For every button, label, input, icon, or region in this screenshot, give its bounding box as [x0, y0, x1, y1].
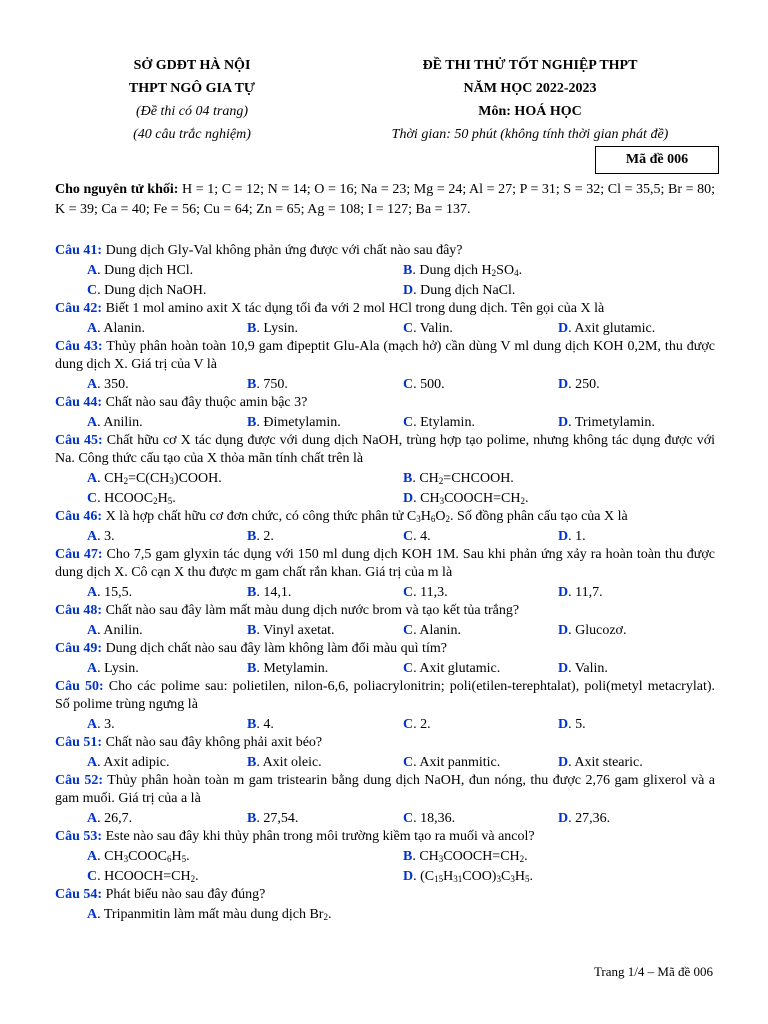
option-letter: D	[558, 529, 569, 544]
option-text: . 14,1.	[256, 585, 292, 600]
options-row	[55, 526, 715, 546]
option-text: . 11,7.	[568, 585, 603, 600]
option-b	[247, 319, 298, 338]
department-name: SỞ GDĐT HÀ NỘI	[133, 58, 251, 73]
option-a	[87, 715, 115, 734]
question-text: Biết 1 mol amino axit X tác dụng tối đa với 2 mol HCl trong dung dịch. Tên gọi của X là	[102, 301, 605, 316]
option-letter: B	[247, 717, 257, 732]
atomic-masses-values: H = 1; C = 12; N = 14; O = 16; Na = 23; Mg = 24; Al = 27; P = 31; S = 32; Cl = 35,5; Br = 80; K = 39; Ca = 40; Fe = 56; Cu = 64; Zn = 65; Ag = 108; I = 127; Ba = 137.	[55, 182, 716, 217]
question	[55, 300, 715, 338]
options-row	[55, 658, 715, 678]
options-row	[55, 846, 715, 866]
options-row	[55, 904, 715, 924]
option-text: . 250.	[568, 377, 600, 392]
option-c	[403, 527, 431, 546]
option-letter: A	[87, 471, 98, 486]
option-text: . 3.	[97, 529, 115, 544]
question-stem	[55, 678, 715, 714]
option-c	[87, 281, 206, 300]
option-letter: A	[87, 377, 98, 392]
option-letter: A	[87, 415, 98, 430]
option-text: . Vinyl axetat.	[256, 623, 335, 638]
question-stem	[55, 640, 715, 658]
option-a	[87, 319, 145, 338]
question-stem	[55, 338, 715, 374]
option-text: . Axit adipic.	[97, 755, 170, 770]
option-letter: B	[247, 415, 257, 430]
option-text: . Axit glutamic.	[568, 321, 656, 336]
option-letter: C	[403, 377, 414, 392]
question-stem	[55, 828, 715, 846]
question-text: Cho 7,5 gam glyxin tác dụng với 150 ml dung dịch KOH 1M. Sau khi phản ứng xảy ra hoàn toàn thu được dung dịch X. Cô cạn X thu được m gam chất rắn khan. Giá trị của m là	[55, 547, 716, 580]
option-letter: A	[87, 623, 98, 638]
option-c	[87, 489, 176, 508]
option-a	[87, 659, 139, 678]
options-row	[55, 260, 715, 280]
option-b	[247, 809, 298, 828]
options-row	[55, 752, 715, 772]
option-text: . 27,36.	[568, 811, 611, 826]
atomic-masses-label: Cho nguyên tử khối:	[55, 182, 179, 197]
exam-title: ĐỀ THI THỬ TỐT NGHIỆP THPT	[422, 58, 638, 73]
option-text: . Dung dịch NaCl.	[413, 283, 516, 298]
option-text: . Lysin.	[97, 661, 139, 676]
option-c	[403, 753, 500, 772]
option-letter: B	[247, 811, 257, 826]
option-text: . 3.	[97, 717, 115, 732]
atomic-masses	[55, 180, 715, 220]
question	[55, 338, 715, 394]
question	[55, 394, 715, 432]
option-b	[247, 583, 291, 602]
option-text: . $HCOOC_2H_5$.	[97, 491, 176, 506]
option-letter: A	[87, 907, 98, 922]
question	[55, 772, 715, 828]
option-letter: D	[558, 623, 569, 638]
option-letter: A	[87, 529, 98, 544]
option-letter: D	[403, 491, 414, 506]
question	[55, 432, 715, 508]
option-b	[403, 469, 514, 488]
option-letter: A	[87, 811, 98, 826]
option-text: . Trimetylamin.	[568, 415, 655, 430]
question-list	[55, 242, 715, 924]
option-b	[247, 715, 274, 734]
option-letter: D	[403, 869, 414, 884]
option-letter: C	[403, 717, 414, 732]
question	[55, 640, 715, 678]
option-letter: D	[558, 755, 569, 770]
option-letter: A	[87, 585, 98, 600]
question	[55, 886, 715, 924]
question-number: Câu 51:	[55, 735, 103, 750]
option-letter: D	[558, 717, 569, 732]
option-letter: B	[403, 471, 413, 486]
question-number: Câu 46:	[55, 509, 103, 524]
question-stem	[55, 772, 715, 808]
option-letter: C	[403, 321, 414, 336]
option-letter: A	[87, 717, 98, 732]
question-stem	[55, 394, 715, 412]
option-d	[558, 621, 626, 640]
option-letter: B	[247, 661, 257, 676]
question-stem	[55, 432, 715, 468]
option-text: . 4.	[256, 717, 274, 732]
exam-header	[0, 54, 768, 144]
option-c	[403, 375, 445, 394]
options-row	[55, 488, 715, 508]
question-number: Câu 53:	[55, 829, 103, 844]
school-name: THPT NGÔ GIA TỰ	[128, 81, 256, 96]
question-stem	[55, 242, 715, 260]
option-c	[403, 715, 431, 734]
option-text: . 1.	[568, 529, 586, 544]
option-b	[247, 753, 322, 772]
option-text: . Lysin.	[256, 321, 298, 336]
option-d	[558, 583, 603, 602]
option-d	[403, 489, 528, 508]
option-letter: B	[247, 623, 257, 638]
question-stem	[55, 508, 715, 526]
option-b	[247, 413, 341, 432]
option-c	[403, 583, 448, 602]
option-letter: B	[403, 263, 413, 278]
question-stem	[55, 546, 715, 582]
option-text: . Alanin.	[97, 321, 145, 336]
question-number: Câu 45:	[55, 433, 103, 448]
question-text: Este nào sau đây khi thủy phân trong môi trường kiềm tạo ra muối và ancol?	[102, 829, 535, 844]
page-footer: Trang 1/4 – Mã đề 006	[593, 964, 713, 979]
option-text: . Anilin.	[97, 415, 143, 430]
option-b	[247, 621, 335, 640]
option-letter: B	[247, 755, 257, 770]
option-letter: C	[403, 415, 414, 430]
option-a	[87, 847, 190, 866]
option-a	[87, 753, 169, 772]
option-text: . Valin.	[413, 321, 453, 336]
options-row	[55, 374, 715, 394]
option-letter: C	[87, 869, 98, 884]
question	[55, 546, 715, 602]
option-a	[87, 413, 143, 432]
subject: Môn: HOÁ HỌC	[478, 104, 582, 119]
option-letter: A	[87, 755, 98, 770]
option-text: . 5.	[568, 717, 586, 732]
question-number: Câu 47:	[55, 547, 103, 562]
option-text: . $CH_3COOCH=CH_2$.	[412, 849, 528, 864]
option-letter: C	[403, 755, 414, 770]
question	[55, 678, 715, 734]
option-d	[558, 809, 610, 828]
question-number: Câu 44:	[55, 395, 103, 410]
question	[55, 828, 715, 886]
option-text: . 11,3.	[413, 585, 448, 600]
option-a	[87, 583, 132, 602]
option-c	[403, 809, 455, 828]
option-letter: C	[87, 491, 98, 506]
option-text: . 26,7.	[97, 811, 133, 826]
question-text: X là hợp chất hữu cơ đơn chức, có công thức phân tử $C_3H_6O_2$. Số đồng phân cấu tạo của X là	[102, 509, 628, 524]
option-text: . 750.	[256, 377, 288, 392]
option-a	[87, 905, 331, 924]
option-letter: C	[403, 623, 414, 638]
option-c	[87, 867, 199, 886]
school-year: NĂM HỌC 2022-2023	[463, 81, 597, 96]
option-b	[247, 527, 274, 546]
option-d	[558, 659, 608, 678]
option-text: . Dung dịch HCl.	[97, 263, 194, 278]
question-stem	[55, 886, 715, 904]
option-letter: B	[247, 321, 257, 336]
option-letter: A	[87, 661, 98, 676]
option-a	[87, 469, 222, 488]
question-text: Thủy phân hoàn toàn m gam tristearin bằng dung dịch NaOH, đun nóng, thu được 2,76 gam glixerol và a gam muối. Giá trị của a là	[55, 773, 715, 806]
option-a	[87, 809, 132, 828]
option-a	[87, 621, 143, 640]
option-letter: D	[403, 283, 414, 298]
question-number: Câu 43:	[55, 339, 103, 354]
option-d	[558, 375, 600, 394]
question-number: Câu 48:	[55, 603, 103, 618]
question-stem	[55, 300, 715, 318]
option-text: . Metylamin.	[256, 661, 329, 676]
option-letter: C	[403, 811, 414, 826]
option-text: . Dung dịch NaOH.	[97, 283, 207, 298]
option-letter: A	[87, 263, 98, 278]
option-c	[403, 413, 475, 432]
option-letter: D	[558, 415, 569, 430]
option-text: . Valin.	[568, 661, 608, 676]
option-text: . 350.	[97, 377, 129, 392]
option-letter: D	[558, 811, 569, 826]
option-c	[403, 621, 461, 640]
option-text: . 2.	[256, 529, 274, 544]
option-text: . $CH_2=C(CH_3)COOH$.	[97, 471, 222, 486]
option-d	[403, 281, 515, 300]
option-letter: A	[87, 849, 98, 864]
option-text: . Axit glutamic.	[413, 661, 501, 676]
question-text: Dung dịch Gly-Val không phản ứng được với chất nào sau đây?	[102, 243, 463, 258]
option-b	[247, 659, 328, 678]
options-row	[55, 468, 715, 488]
option-text: . 500.	[413, 377, 445, 392]
option-text: . $CH_3COOC_6H_5$.	[97, 849, 190, 864]
options-row	[55, 582, 715, 602]
option-text: . 2.	[413, 717, 431, 732]
question-text: Chất nào sau đây làm mất màu dung dịch nước brom và tạo kết tủa trắng?	[102, 603, 520, 618]
option-letter: C	[403, 661, 414, 676]
option-letter: B	[247, 377, 257, 392]
option-b	[403, 261, 522, 280]
option-letter: D	[558, 585, 569, 600]
time-limit: Thời gian: 50 phút (không tính thời gian phát đề)	[391, 127, 669, 142]
option-b	[403, 847, 528, 866]
option-d	[558, 715, 586, 734]
question-number: Câu 54:	[55, 887, 103, 902]
option-text: . $HCOOCH=CH_2$.	[97, 869, 199, 884]
option-text: . Alanin.	[413, 623, 461, 638]
option-text: . 18,36.	[413, 811, 456, 826]
option-letter: B	[247, 529, 257, 544]
question-text: Chất nào sau đây không phải axit béo?	[102, 735, 323, 750]
question	[55, 242, 715, 300]
options-row	[55, 620, 715, 640]
question-text: Phát biểu nào sau đây đúng?	[102, 887, 266, 902]
question-number: Câu 50:	[55, 679, 104, 694]
option-letter: C	[403, 529, 414, 544]
question-number: Câu 41:	[55, 243, 103, 258]
option-text: . $CH_3COOCH=CH_2$.	[413, 491, 529, 506]
option-text: . 4.	[413, 529, 431, 544]
option-d	[558, 753, 643, 772]
option-a	[87, 375, 129, 394]
option-a	[87, 527, 115, 546]
question	[55, 734, 715, 772]
option-d	[558, 527, 586, 546]
exam-code-box: Mã đề 006	[595, 146, 719, 174]
option-d	[403, 867, 533, 886]
question-text: Chất hữu cơ X tác dụng được với dung dịch NaOH, trùng hợp tạo polime, nhưng không tác dụng được với Na. Công thức cấu tạo của X thỏa mãn tính chất trên là	[55, 433, 715, 466]
question	[55, 602, 715, 640]
option-text: . 15,5.	[97, 585, 133, 600]
option-letter: A	[87, 321, 98, 336]
option-d	[558, 413, 655, 432]
option-a	[87, 261, 193, 280]
option-letter: B	[247, 585, 257, 600]
option-d	[558, 319, 655, 338]
question-number: Câu 42:	[55, 301, 103, 316]
page-count-note: (Đề thi có 04 trang)	[136, 104, 248, 119]
option-letter: D	[558, 661, 569, 676]
option-text: . Axit panmitic.	[413, 755, 501, 770]
option-letter: C	[87, 283, 98, 298]
question-count-note: (40 câu trắc nghiệm)	[133, 127, 251, 142]
option-text: . Tripanmitin làm mất màu dung dịch $Br_2$.	[97, 907, 332, 922]
option-text: . Axit stearic.	[568, 755, 643, 770]
options-row	[55, 280, 715, 300]
question-text: Thủy phân hoàn toàn 10,9 gam đipeptit Glu-Ala (mạch hở) cần dùng V ml dung dịch KOH 0,2M, thu được dung dịch X. Giá trị của V là	[55, 339, 716, 372]
question-number: Câu 52:	[55, 773, 104, 788]
question-text: Dung dịch chất nào sau đây làm không làm đổi màu quì tím?	[102, 641, 447, 656]
question-text: Chất nào sau đây thuộc amin bậc 3?	[102, 395, 308, 410]
option-b	[247, 375, 288, 394]
question-number: Câu 49:	[55, 641, 103, 656]
option-text: . Đimetylamin.	[256, 415, 341, 430]
options-row	[55, 714, 715, 734]
options-row	[55, 412, 715, 432]
option-text: . $(C_{15}H_{31}COO)_3C_3H_5$.	[413, 869, 533, 884]
option-text: . Glucozơ.	[568, 623, 627, 638]
option-text: . Axit oleic.	[256, 755, 322, 770]
question-stem	[55, 734, 715, 752]
option-letter: D	[558, 377, 569, 392]
options-row	[55, 866, 715, 886]
option-letter: C	[403, 585, 414, 600]
option-letter: D	[558, 321, 569, 336]
options-row	[55, 318, 715, 338]
option-c	[403, 319, 453, 338]
option-text: . 27,54.	[256, 811, 299, 826]
question-stem	[55, 602, 715, 620]
option-text: . Dung dịch $H_2SO_4$.	[412, 263, 523, 278]
option-text: . Anilin.	[97, 623, 143, 638]
option-c	[403, 659, 500, 678]
option-letter: B	[403, 849, 413, 864]
question-text: Cho các polime sau: polietilen, nilon-6,6, poliacrylonitrin; poli(etilen-terephtalat), poli(metyl metacrylat). Số polime trùng ngưng là	[55, 679, 715, 712]
option-text: . $CH_2=CHCOOH$.	[412, 471, 514, 486]
question	[55, 508, 715, 546]
option-text: . Etylamin.	[413, 415, 475, 430]
options-row	[55, 808, 715, 828]
